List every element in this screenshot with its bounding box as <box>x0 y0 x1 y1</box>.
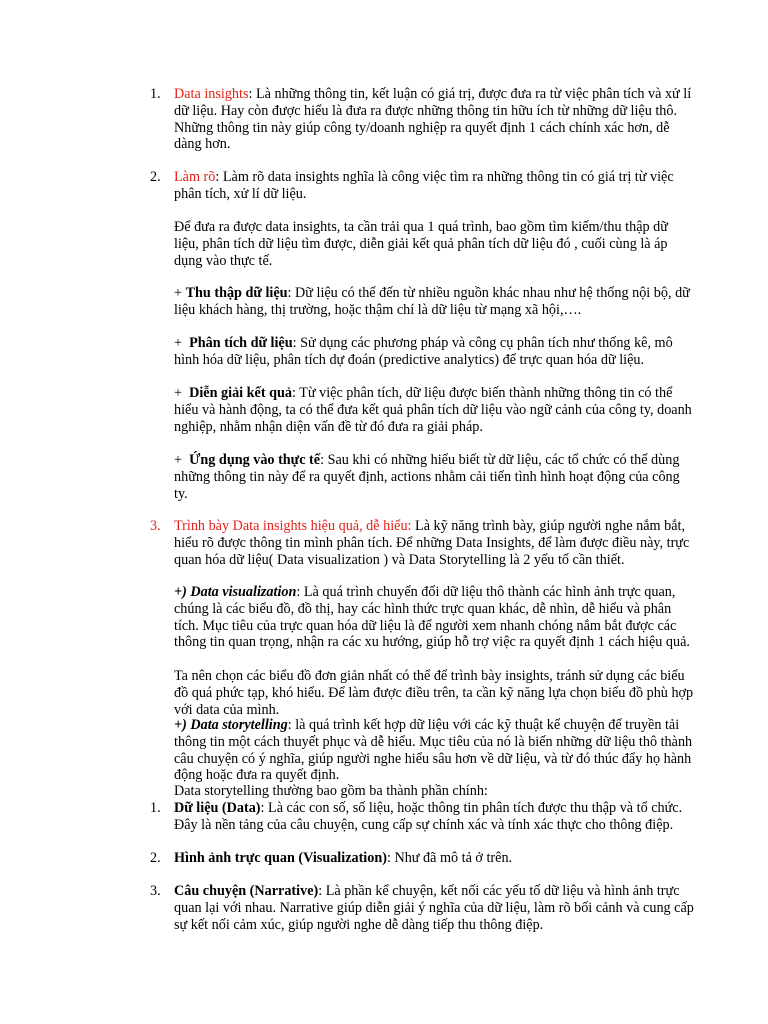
component-item-visualization: 2. Hình ảnh trực quan (Visualization): Như đã mô tả ở trên. <box>150 850 513 866</box>
step-term: Thu thập dữ liệu <box>185 285 288 301</box>
step-term: Phân tích dữ liệu <box>189 335 293 351</box>
component-term: Câu chuyện (Narrative) <box>174 883 319 899</box>
visualization-term: +) Data visualization <box>174 584 297 600</box>
visualization-paragraph: +) Data visualization: Là quá trình chuyển đổi dữ liệu thô thành các hình ảnh trực quan, chúng là các biểu đồ, đồ thị, hay các hình thức trực quan khác, dễ nhìn, dễ hiểu và phân tích. Mục tiêu của trực quan hóa dữ liệu là để người xem nhanh chóng nắm bắt được các thông tin quan trọng, nhận ra các xu hướng, giúp hỗ trợ việc ra quyết định 1 cách hiệu quả. <box>174 584 690 651</box>
list-number: 1. <box>150 800 161 816</box>
component-item-narrative: 3. Câu chuyện (Narrative): Là phần kể chuyện, kết nối các yếu tố dữ liệu và hình ảnh trực quan lại với nhau. Narrative giúp diễn giải ý nghĩa của dữ liệu, làm rõ bối cảnh và cung cấp sự kết nối cảm xúc, giúp người nghe dễ dàng tiếp thu thông điệp. <box>150 883 694 933</box>
component-item-data: 1. Dữ liệu (Data): Là các con số, số liệu, hoặc thông tin phân tích được thu thập và tổ chức. Đây là nền tảng của câu chuyện, cung cấp sự chính xác và tính xác thực cho thông điệp. <box>150 800 683 833</box>
storytelling-term: +) Data storytelling <box>174 717 288 733</box>
list-item-data-insights <box>150 86 696 153</box>
component-term: Dữ liệu (Data) <box>174 800 261 816</box>
components-intro: Data storytelling thường bao gồm ba thành phần chính: <box>174 783 488 799</box>
chart-advice-paragraph: Ta nên chọn các biểu đồ đơn giản nhất có thể để trình bày insights, tránh sử dụng các biểu đồ quá phức tạp, khó hiểu. Để làm được điều trên, ta cần kỹ năng lựa chọn biểu đồ phù hợp với data của mình. <box>174 668 694 718</box>
definition-text: : Là những thông tin, kết luận có giá trị, được đưa ra từ việc phân tích và xử lí dữ liệu. Hay còn được hiểu là đưa ra được những thông tin hữu ích từ những dữ liệu thô. Những thông tin này giúp công ty/doanh nghiệp ra quyết định 1 cách chính xác hơn, dễ dàng hơn. <box>174 86 692 153</box>
step-apply: + Ứng dụng vào thực tế: Sau khi có những hiểu biết từ dữ liệu, các tổ chức có thể dùng những thông tin này để ra quyết định, actions nhằm cải tiến tình hình hoạt động của công ty. <box>174 452 680 502</box>
list-number: 2. <box>150 169 161 185</box>
term-presentation: Trình bày Data insights hiệu quả, dễ hiểu: <box>174 518 412 534</box>
definition-text: : Làm rõ data insights nghĩa là công việc tìm ra những thông tin có giá trị từ việc phân tích, xử lí dữ liệu. <box>174 169 674 202</box>
step-interpret: + Diễn giải kết quả: Từ việc phân tích, dữ liệu được biến thành những thông tin có thể hiểu và hành động, ta có thể đưa kết quả phân tích dữ liệu vào ngữ cảnh của công ty, doanh nghiệp, nhằm nhận diện vấn đề từ đó đưa ra giải pháp. <box>174 385 692 435</box>
component-term: Hình ảnh trực quan (Visualization) <box>174 850 387 866</box>
process-intro-paragraph: Để đưa ra được data insights, ta cần trải qua 1 quá trình, bao gồm tìm kiếm/thu thập dữ liệu, phân tích dữ liệu tìm được, diễn giải kết quả phân tích dữ liệu đó , cuối cùng là áp dụng vào thực tế. <box>174 219 668 269</box>
step-term: Diễn giải kết quả <box>189 385 292 401</box>
storytelling-paragraph: +) Data storytelling: là quá trình kết hợp dữ liệu với các kỹ thuật kể chuyện để truyền tải thông tin một cách thuyết phục và dễ hiểu. Mục tiêu của nó là biến những dữ liệu thô thành câu chuyện có ý nghĩa, giúp người nghe hiểu sâu hơn về dữ liệu, và từ đó thúc đẩy họ hành động hoặc đưa ra quyết định. <box>174 717 693 784</box>
term-lam-ro: Làm rõ <box>174 169 216 185</box>
term-data-insights: Data insights <box>174 86 249 102</box>
step-collect: + Thu thập dữ liệu: Dữ liệu có thể đến từ nhiều nguồn khác nhau như hệ thống nội bộ, dữ liệu khách hàng, thị trường, hoặc thậm chí là dữ liệu từ mạng xã hội,…. <box>174 285 690 318</box>
list-item-presentation <box>150 518 696 568</box>
list-number: 3. <box>150 883 161 899</box>
list-number: 2. <box>150 850 161 866</box>
definition-text: Là kỹ năng trình bày, giúp người nghe nắm bắt, hiểu rõ được thông tin mình phân tích. Để những Data Insights, để làm được điều này, trực quan hóa dữ liệu( Data visualization ) và Data Storytelling là 2 yếu tố cần thiết. <box>174 518 690 568</box>
list-number: 3. <box>150 518 161 534</box>
step-analyze: + Phân tích dữ liệu: Sử dụng các phương pháp và công cụ phân tích như thống kê, mô hình hóa dữ liệu, phân tích dự đoán (predictive analytics) để trực quan hóa dữ liệu. <box>174 335 673 368</box>
step-term: Ứng dụng vào thực tế <box>189 452 321 468</box>
list-number: 1. <box>150 86 161 102</box>
list-item-lam-ro <box>150 169 696 203</box>
